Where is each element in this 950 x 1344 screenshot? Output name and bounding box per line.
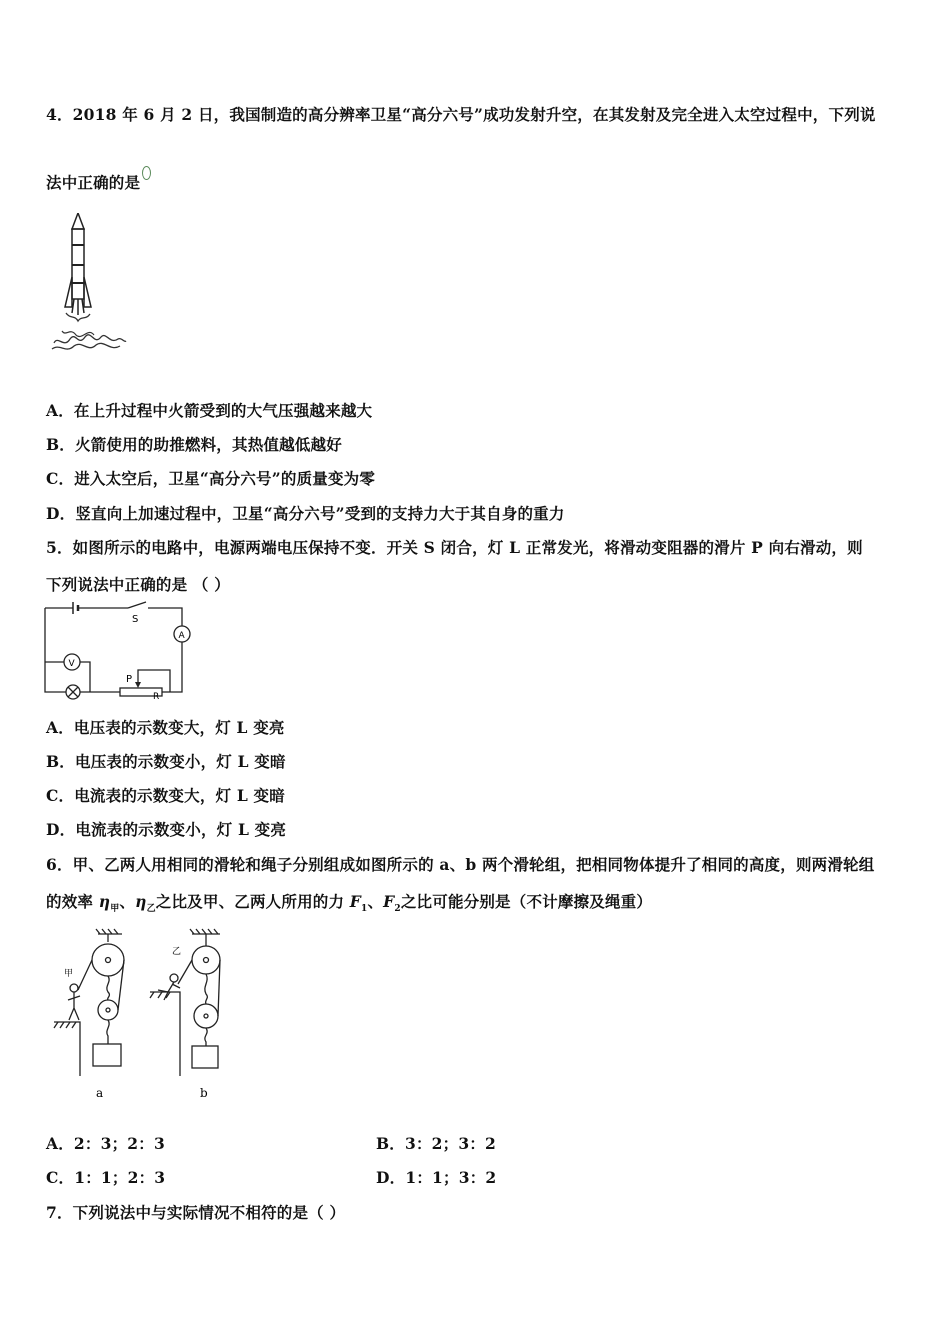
circuit-figure xyxy=(40,600,200,700)
eta-symbol-b: η xyxy=(135,892,147,911)
slider-label: P xyxy=(126,674,133,685)
figure-a-label: a xyxy=(96,1086,104,1100)
q6-line2-part1: 的效率 xyxy=(46,892,99,911)
q4-stem-line2 xyxy=(46,166,151,193)
person-a-label: 甲 xyxy=(64,969,74,979)
eta-sub-jia: 甲 xyxy=(110,904,120,915)
q6-line2-part4: 、 xyxy=(367,892,384,911)
force-symbol-a: F xyxy=(349,892,361,911)
q5-option-d[interactable]: D．电流表的示数变小，灯 L 变亮 xyxy=(46,820,287,839)
person-b-label: 乙 xyxy=(172,947,182,957)
q6-line2-part5: 之比可能分别是（不计摩擦及绳重） xyxy=(400,892,653,911)
q4-stem-line2-text: 法中正确的是 xyxy=(46,173,141,192)
q4-option-b[interactable]: B．火箭使用的助推燃料，其热值越低越好 xyxy=(46,435,342,454)
q6-stem-line2 xyxy=(46,890,652,914)
pulley-figure xyxy=(50,926,240,1106)
force-symbol-b: F xyxy=(383,892,395,911)
q4-option-d[interactable]: D．竖直向上加速过程中，卫星“高分六号”受到的支持力大于其自身的重力 xyxy=(46,504,565,523)
q5-stem-line2: 下列说法中正确的是 （ ） xyxy=(46,575,230,594)
figure-b-label: b xyxy=(200,1086,208,1100)
small-oval-icon xyxy=(142,166,151,180)
q6-option-d[interactable]: D．1：1；3：2 xyxy=(376,1168,497,1187)
eta-sub-yi: 乙 xyxy=(146,904,156,915)
eta-symbol-a: η xyxy=(98,892,111,911)
q4-option-c[interactable]: C．进入太空后，卫星“高分六号”的质量变为零 xyxy=(46,469,376,488)
q5-option-b[interactable]: B．电压表的示数变小，灯 L 变暗 xyxy=(46,752,286,771)
ammeter-label: A xyxy=(178,631,185,641)
force-sub-1: 1 xyxy=(361,904,368,915)
voltmeter-label: V xyxy=(68,659,75,669)
q7-stem-line1: 7．下列说法中与实际情况不相符的是（ ） xyxy=(46,1203,346,1222)
q6-stem-line1: 6．甲、乙两人用相同的滑轮和绳子分别组成如图所示的 a、b 两个滑轮组，把相同物体提升了相同的高度，则两滑轮组 xyxy=(46,855,875,874)
q6-line2-part2: 、 xyxy=(119,892,136,911)
switch-label: S xyxy=(132,614,139,625)
q5-option-c[interactable]: C．电流表的示数变大，灯 L 变暗 xyxy=(46,786,285,805)
q5-option-a[interactable]: A．电压表的示数变大，灯 L 变亮 xyxy=(46,718,285,737)
rheostat-label: R xyxy=(153,692,160,700)
q5-stem-line1: 5．如图所示的电路中，电源两端电压保持不变．开关 S 闭合，灯 L 正常发光，将滑动变阻器的滑片 P 向右滑动，则 xyxy=(46,538,863,557)
q6-option-a[interactable]: A．2：3；2：3 xyxy=(46,1134,165,1153)
q6-option-c[interactable]: C．1：1；2：3 xyxy=(46,1168,166,1187)
q4-option-a[interactable]: A．在上升过程中火箭受到的大气压强越来越大 xyxy=(46,401,373,420)
q6-line2-part3: 之比及甲、乙两人所用的力 xyxy=(155,892,350,911)
rocket-figure xyxy=(48,213,133,358)
q4-stem-line1: 4．2018 年 6 月 2 日，我国制造的高分辨率卫星“高分六号”成功发射升空，在其发射及完全进入太空过程中，下列说 xyxy=(46,105,876,124)
q6-option-b[interactable]: B．3：2；3：2 xyxy=(376,1134,497,1153)
force-sub-2: 2 xyxy=(394,904,401,915)
